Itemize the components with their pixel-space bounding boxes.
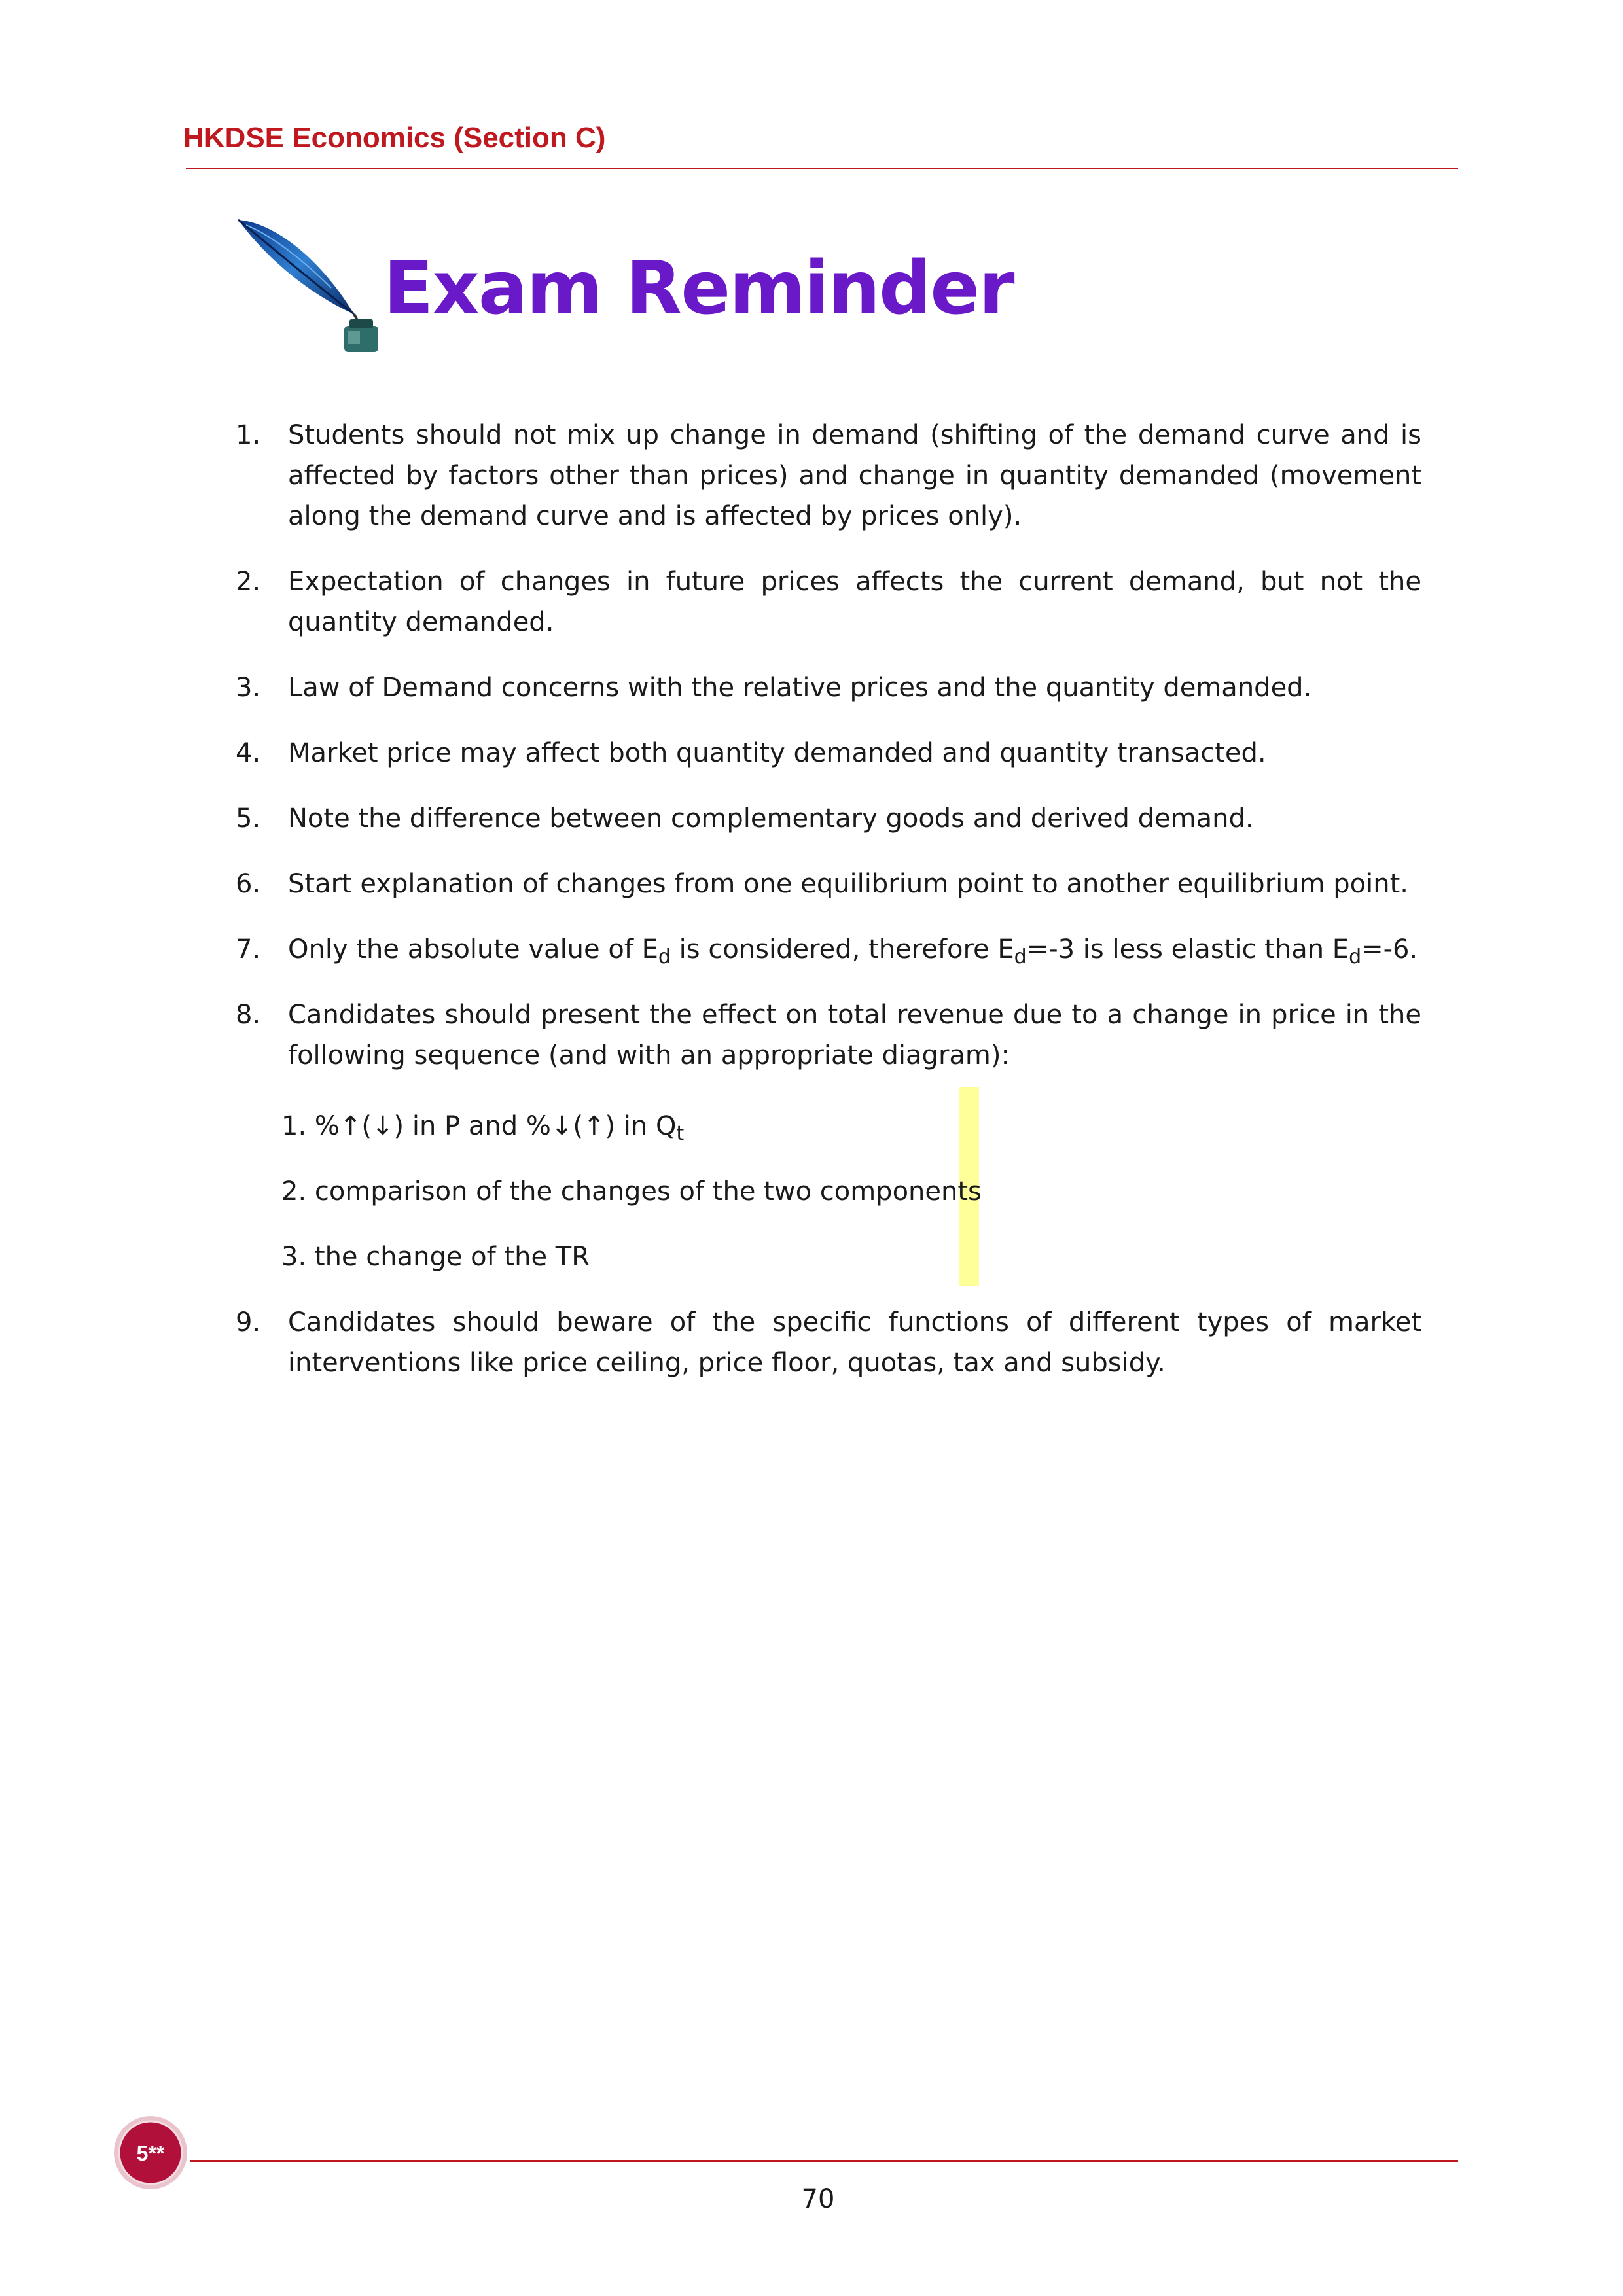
item-text: Law of Demand concerns with the relative prices and the quantity demanded. <box>288 673 1312 703</box>
list-item <box>236 929 1421 972</box>
list-item <box>236 415 1421 537</box>
item-number: 7. <box>236 934 261 964</box>
sub-list-item: 1. %↑(↓) in P and %↓(↑) in $Q_t$ <box>281 1111 685 1145</box>
badge-label: 5** <box>136 2142 165 2165</box>
list-item <box>236 733 1421 773</box>
list-item <box>236 561 1421 643</box>
item-number: 2. <box>236 567 261 597</box>
item-number: 6. <box>236 869 261 899</box>
list-item <box>236 1302 1421 1383</box>
item-number: 4. <box>236 738 261 768</box>
header-rule <box>186 168 1458 169</box>
item-text: Only the absolute value of $E_d$ is considered, therefore $E_d=-3$ is less elastic than $E_d=-6$. <box>288 934 1418 968</box>
item-number: 8. <box>236 1000 261 1030</box>
item-text: Start explanation of changes from one equilibrium point to another equilibrium point. <box>288 869 1409 899</box>
list-item <box>236 667 1421 708</box>
header-title: HKDSE Economics (Section C) <box>183 122 606 154</box>
page-number: 70 <box>801 2184 835 2214</box>
item-text: Expectation of changes in future prices affects the current demand, but not the quantity demanded. <box>288 567 1421 637</box>
item-text: Students should not mix up change in demand (shifting of the demand curve and is affected by factors other than prices) and change in quantity demanded (movement along the demand curve and is affected by prices only). <box>288 420 1421 531</box>
quill-ink-icon <box>233 216 390 360</box>
list-item <box>236 798 1421 839</box>
item-number: 5. <box>236 804 261 834</box>
item-text: Candidates should present the effect on total revenue due to a change in price in the following sequence (and with an appropriate diagram): <box>288 1000 1421 1070</box>
sub-list-item: 2. comparison of the changes of the two components <box>281 1176 982 1207</box>
item-text: Candidates should beware of the specific functions of different types of market interventions like price ceiling, price floor, quotas, tax and subsidy. <box>288 1307 1421 1378</box>
footer-rule <box>190 2160 1458 2162</box>
item-number: 3. <box>236 673 261 703</box>
item-number: 9. <box>236 1307 261 1337</box>
five-star-badge <box>111 2113 190 2192</box>
item-text: Market price may affect both quantity demanded and quantity transacted. <box>288 738 1266 768</box>
list-item <box>236 995 1421 1076</box>
list-item <box>236 864 1421 904</box>
item-number: 1. <box>236 420 261 450</box>
exam-reminder-title: Exam Reminder <box>383 246 1014 331</box>
item-text: Note the difference between complementary goods and derived demand. <box>288 804 1254 834</box>
sub-list-item: 3. the change of the TR <box>281 1242 590 1272</box>
